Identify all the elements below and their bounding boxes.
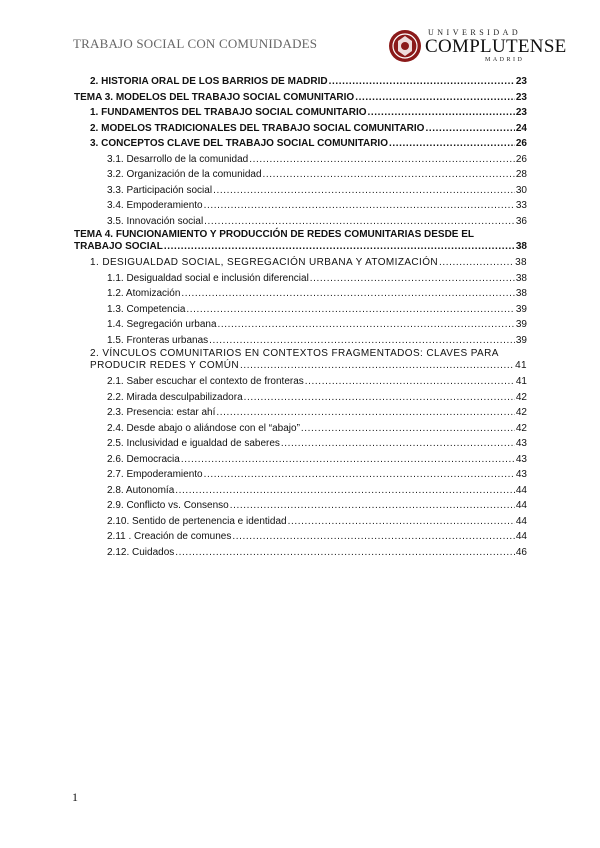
toc-entry-page: 42 (515, 391, 527, 403)
toc-entry-text: TEMA 3. MODELOS DEL TRABAJO SOCIAL COMUNITARIO (74, 91, 355, 103)
toc-entry[interactable] (74, 317, 527, 333)
dot-leader (425, 121, 514, 137)
toc-entry-tema-4[interactable] (74, 229, 527, 253)
toc-entry-text: 3.5. Innovación social (107, 215, 204, 227)
toc-entry-page: 41 (515, 360, 527, 371)
toc-entry-text: TEMA 4. FUNCIONAMIENTO Y PRODUCCIÓN DE REDES COMUNITARIAS DESDE EL (74, 229, 475, 240)
toc-entry[interactable] (74, 302, 527, 318)
toc-entry-text: 1. FUNDAMENTOS DEL TRABAJO SOCIAL COMUNITARIO (90, 107, 367, 118)
toc-entry-text: 2.2. Mirada desculpabilizadora (107, 391, 243, 403)
dot-leader (218, 317, 515, 333)
toc-entry[interactable] (74, 183, 527, 199)
toc-entry-text: 2. HISTORIA ORAL DE LOS BARRIOS DE MADRID (90, 76, 328, 87)
toc-entry[interactable] (74, 529, 527, 545)
dot-leader (439, 255, 514, 271)
toc-entry-page: 30 (515, 184, 527, 196)
toc-entry-text: 3.2. Organización de la comunidad (107, 169, 262, 180)
toc-entry[interactable] (74, 136, 527, 152)
toc-entry-page: 38 (515, 257, 527, 268)
toc-entry-page: 44 (515, 500, 527, 511)
logo-main-text: COMPLUTENSE (425, 36, 567, 57)
toc-entry-page: 39 (515, 303, 527, 315)
toc-entry-page: 24 (515, 122, 527, 134)
toc-entry-page: 42 (515, 407, 527, 418)
toc-entry-section-2[interactable] (74, 348, 527, 372)
toc-entry-text: 2.12. Cuidados (107, 546, 175, 558)
logo-bottom-text: MADRID (485, 57, 525, 63)
toc-entry[interactable] (74, 105, 527, 121)
page-number: 1 (72, 790, 78, 804)
dot-leader (249, 152, 515, 168)
dot-leader (204, 214, 515, 230)
toc-entry-text: 2.3. Presencia: estar ahí (107, 407, 216, 418)
toc-entry-text: 2.11 . Creación de comunes (107, 531, 232, 542)
toc-entry-text: 3.1. Desarrollo de la comunidad (107, 153, 249, 165)
toc-entry[interactable] (74, 405, 527, 421)
toc-entry-text: 2. MODELOS TRADICIONALES DEL TRABAJO SOCIAL COMUNITARIO (90, 122, 425, 134)
toc-entry-text: TRABAJO SOCIAL (74, 241, 163, 252)
toc-entry[interactable] (74, 90, 527, 106)
toc-entry[interactable] (74, 198, 527, 214)
dot-leader (355, 90, 515, 106)
toc-entry[interactable] (74, 390, 527, 406)
toc-entry-page: 42 (515, 422, 527, 434)
toc-entry-text: 1.2. Atomización (107, 288, 181, 299)
dot-leader (244, 390, 515, 406)
dot-leader (305, 374, 515, 390)
toc-entry-text: 2.10. Sentido de pertenencia e identidad (107, 515, 287, 527)
dot-leader (181, 452, 515, 468)
university-logo (388, 27, 567, 65)
toc-entry-text: 3.4. Empoderamiento (107, 200, 203, 211)
toc-entry-page: 43 (515, 469, 527, 480)
toc-entry-page: 28 (515, 169, 527, 180)
toc-entry[interactable] (74, 436, 527, 452)
toc-entry[interactable] (74, 514, 527, 530)
toc-entry[interactable] (74, 421, 527, 437)
toc-entry-text: 2.7. Empoderamiento (107, 469, 203, 480)
toc-entry[interactable] (74, 545, 527, 561)
dot-leader (181, 286, 515, 302)
dot-leader (288, 514, 515, 530)
toc-entry-page: 44 (515, 515, 527, 527)
toc-entry-text: 2.1. Saber escuchar el contexto de fronteras (107, 376, 304, 387)
toc-entry-text: 1.5. Fronteras urbanas (107, 334, 209, 346)
toc-entry-text: PRODUCIR REDES Y COMÚN (90, 360, 240, 371)
toc-entry-page: 23 (515, 91, 527, 103)
dot-leader (263, 167, 515, 183)
dot-leader (389, 136, 515, 152)
toc-entry[interactable] (74, 498, 527, 514)
toc-entry[interactable] (74, 452, 527, 468)
logo-top-text: UNIVERSIDAD (428, 28, 522, 37)
dot-leader (213, 183, 515, 199)
dot-leader (216, 405, 514, 421)
toc-entry-page: 43 (515, 438, 527, 449)
dot-leader (240, 360, 514, 372)
toc-entry-page: 38 (515, 272, 527, 284)
toc-entry-text: 1.3. Competencia (107, 303, 186, 315)
university-seal-icon (388, 29, 422, 63)
toc-entry-text: 3. CONCEPTOS CLAVE DEL TRABAJO SOCIAL COMUNITARIO (90, 138, 388, 149)
dot-leader (164, 241, 515, 253)
dot-leader (230, 498, 515, 514)
dot-leader (310, 271, 515, 287)
toc-entry-text: 2.6. Democracia (107, 453, 180, 465)
dot-leader (175, 545, 515, 561)
toc-entry-text: 2.4. Desde abajo o aliándose con el “abajo” (107, 422, 300, 434)
toc-entry[interactable] (74, 214, 527, 230)
toc-entry-page: 44 (515, 531, 527, 542)
toc-entry-text: 1. DESIGUALDAD SOCIAL, SEGREGACIÓN URBANA Y ATOMIZACIÓN (90, 257, 439, 268)
toc-entry-text: 1.1. Desigualdad social e inclusión diferencial (107, 272, 309, 284)
dot-leader (301, 421, 515, 437)
toc-entry-page: 44 (515, 484, 527, 496)
toc-entry-text: 2.8. Autonomía (107, 484, 175, 496)
toc-entry-page: 39 (515, 334, 527, 346)
toc-entry-page: 26 (515, 138, 527, 149)
toc-entry-page: 39 (515, 319, 527, 330)
toc-entry-text: 1.4. Segregación urbana (107, 319, 217, 330)
toc-entry-page: 26 (515, 153, 527, 165)
dot-leader (232, 529, 515, 545)
toc-entry-page: 38 (515, 288, 527, 299)
toc-entry[interactable] (74, 121, 527, 137)
toc-entry-page: 41 (515, 376, 527, 387)
dot-leader (204, 198, 515, 214)
toc-entry[interactable] (74, 286, 527, 302)
toc-entry-page: 23 (515, 76, 527, 87)
toc-entry[interactable] (74, 255, 527, 271)
dot-leader (281, 436, 515, 452)
dot-leader (204, 467, 515, 483)
dot-leader (368, 105, 515, 121)
dot-leader (175, 483, 515, 499)
toc-entry-text: 2. VÍNCULOS COMUNITARIOS EN CONTEXTOS FRAGMENTADOS: CLAVES PARA (90, 348, 499, 359)
running-header: TRABAJO SOCIAL CON COMUNIDADES (73, 36, 318, 51)
toc-entry[interactable] (74, 271, 527, 287)
dot-leader (186, 302, 514, 318)
toc-entry[interactable] (74, 467, 527, 483)
table-of-contents (74, 74, 527, 560)
toc-entry-text: 2.9. Conflicto vs. Consenso (107, 500, 229, 511)
toc-entry-page: 43 (515, 453, 527, 465)
dot-leader (329, 74, 515, 90)
toc-entry-page: 46 (515, 546, 527, 558)
toc-entry-page: 38 (515, 241, 527, 252)
dot-leader (209, 333, 515, 349)
toc-entry-text: 3.3. Participación social (107, 184, 213, 196)
toc-entry[interactable] (74, 167, 527, 183)
toc-entry-page: 33 (515, 200, 527, 211)
toc-entry[interactable] (74, 152, 527, 168)
toc-entry-page: 23 (515, 107, 527, 118)
toc-entry-page: 36 (515, 215, 527, 227)
toc-entry[interactable] (74, 374, 527, 390)
toc-entry[interactable] (74, 74, 527, 90)
toc-entry[interactable] (74, 483, 527, 499)
toc-entry-text: 2.5. Inclusividad e igualdad de saberes (107, 438, 280, 449)
toc-entry[interactable] (74, 333, 527, 349)
